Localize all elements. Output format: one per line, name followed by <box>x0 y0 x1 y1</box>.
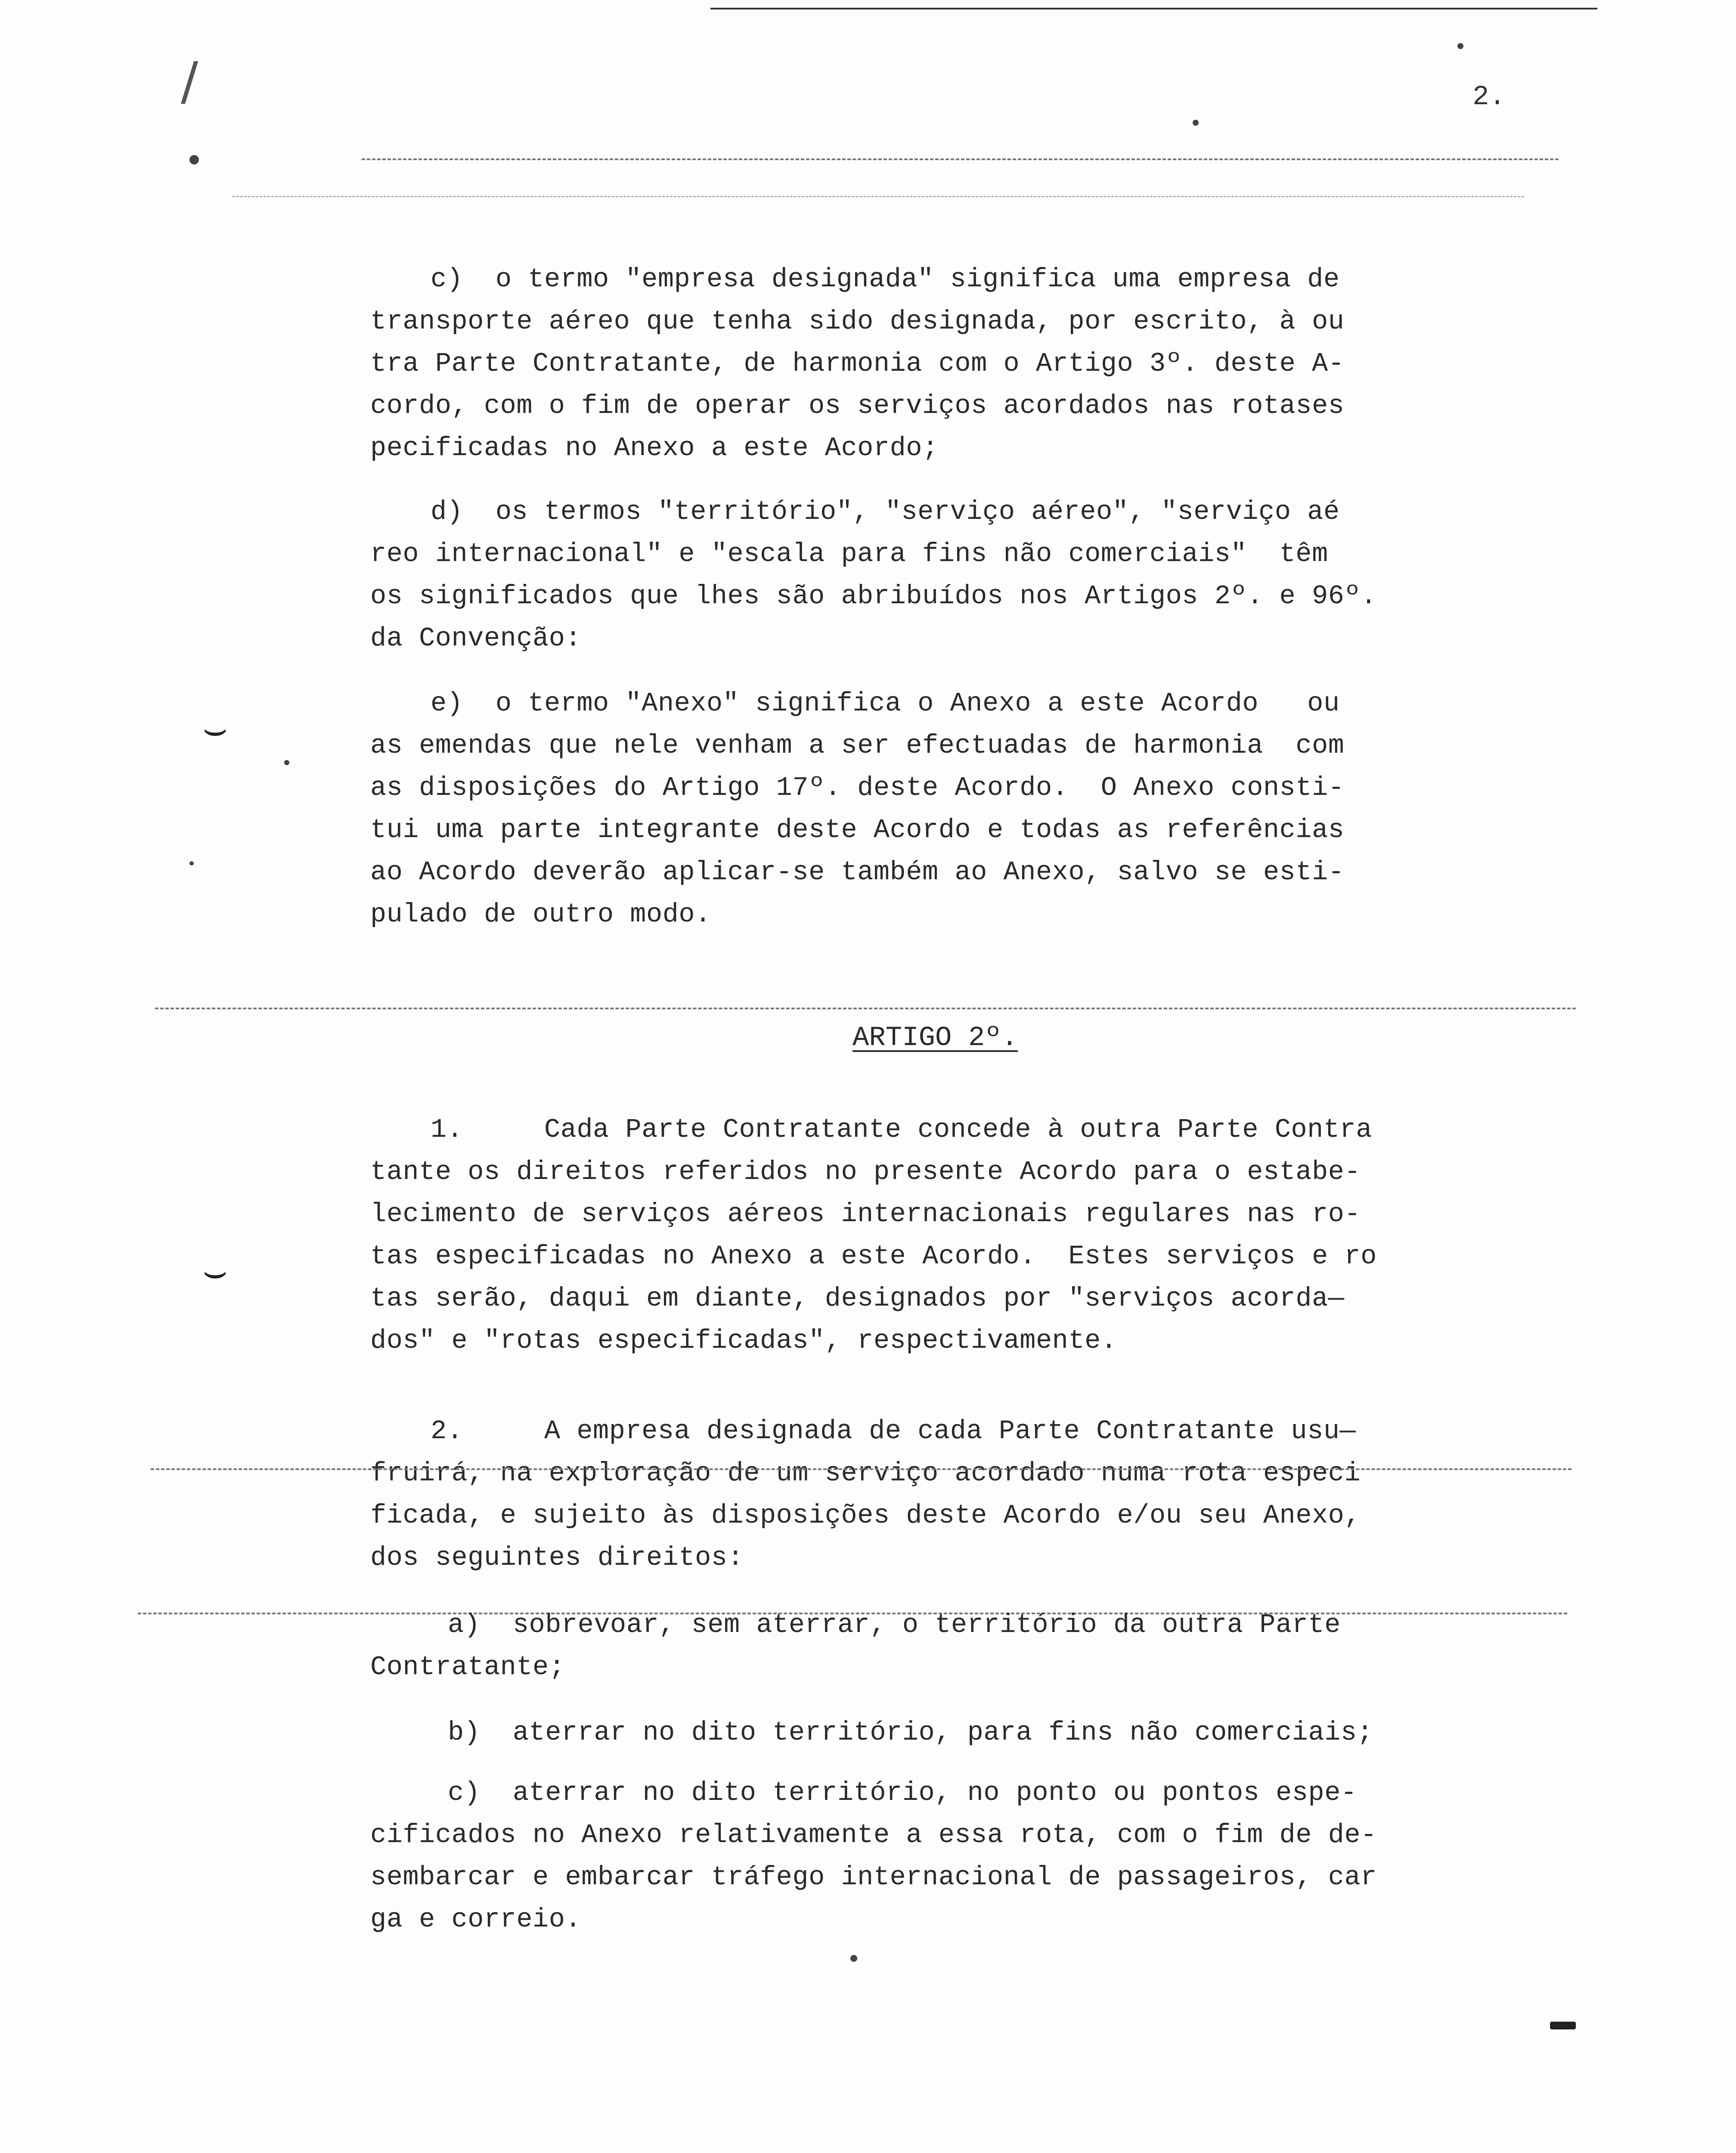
right-a: a) sobrevoar, sem aterrar, o território da outra Parte Contratante; <box>370 1610 1341 1682</box>
right-c: c) aterrar no dito território, no ponto ou pontos espe- cificados no Anexo relativamente a essa rota, com o fim de de- sembarcar e embarcar tráfego internacional de passageiros, car ga e correio. <box>370 1778 1377 1935</box>
scan-speck <box>189 861 194 866</box>
article-paragraph-2: 2. A empresa designada de cada Parte Contratante usu— fruirá, na exploração de um serviço acordado numa rota especi ficada, e sujeito às disposições deste Acordo e/ou seu Anexo, dos seguintes direitos: <box>370 1416 1361 1573</box>
scan-speck <box>189 155 199 164</box>
top-rule <box>710 8 1597 9</box>
scan-speck <box>284 760 289 765</box>
article-heading: ARTIGO 2º. <box>852 1023 1018 1054</box>
page-number: 2. <box>1472 82 1506 113</box>
scan-speck <box>1193 120 1199 126</box>
margin-bracket-1: ⌣ <box>202 706 228 751</box>
right-b: b) aterrar no dito território, para fins não comerciais; <box>448 1717 1373 1748</box>
margin-bracket-2: ⌣ <box>202 1249 228 1294</box>
scan-speck <box>1550 2022 1576 2029</box>
definition-d: d) os termos "território", "serviço aéreo", "serviço aé reo internacional" e "escala para fins não comerciais" têm os significados que lhes são abribuídos nos Artigos 2º. e 96º. da Convenção: <box>370 496 1377 654</box>
header-rule-1 <box>362 158 1559 160</box>
header-rule-2 <box>232 196 1524 197</box>
strike-rule-1 <box>151 1468 1572 1470</box>
scan-speck <box>850 1955 857 1962</box>
definition-c: c) o termo "empresa designada" significa uma empresa de transporte aéreo que tenha sido designada, por escrito, à ou tra Parte Contratante, de harmonia com o Artigo 3º. deste A- cordo, com o fim de operar os serviços acordados nas rotases pecificadas no Anexo a este Acordo; <box>370 264 1345 463</box>
corner-scribble: / <box>181 52 198 112</box>
scan-speck <box>1457 43 1463 49</box>
definition-e: e) o termo "Anexo" significa o Anexo a este Acordo ou as emendas que nele venham a ser efectuadas de harmonia com as disposições do Artigo 17º. deste Acordo. O Anexo consti- tui uma parte integrante deste Acordo e todas as referências ao Acordo deverão aplicar-se também ao Anexo, salvo se esti- pulado de outro modo. <box>370 688 1345 930</box>
article-paragraph-1: 1. Cada Parte Contratante concede à outra Parte Contra tante os direitos referidos no presente Acordo para o estabe- lecimento de serviços aéreos internacionais regulares nas ro- tas especificadas no Anexo a este Acordo. Estes serviços e ro tas serão, daqui em diante, designados por "serviços acorda— dos" e "rotas especificadas", respectivamente. <box>370 1114 1377 1356</box>
section-divider <box>155 1008 1576 1009</box>
